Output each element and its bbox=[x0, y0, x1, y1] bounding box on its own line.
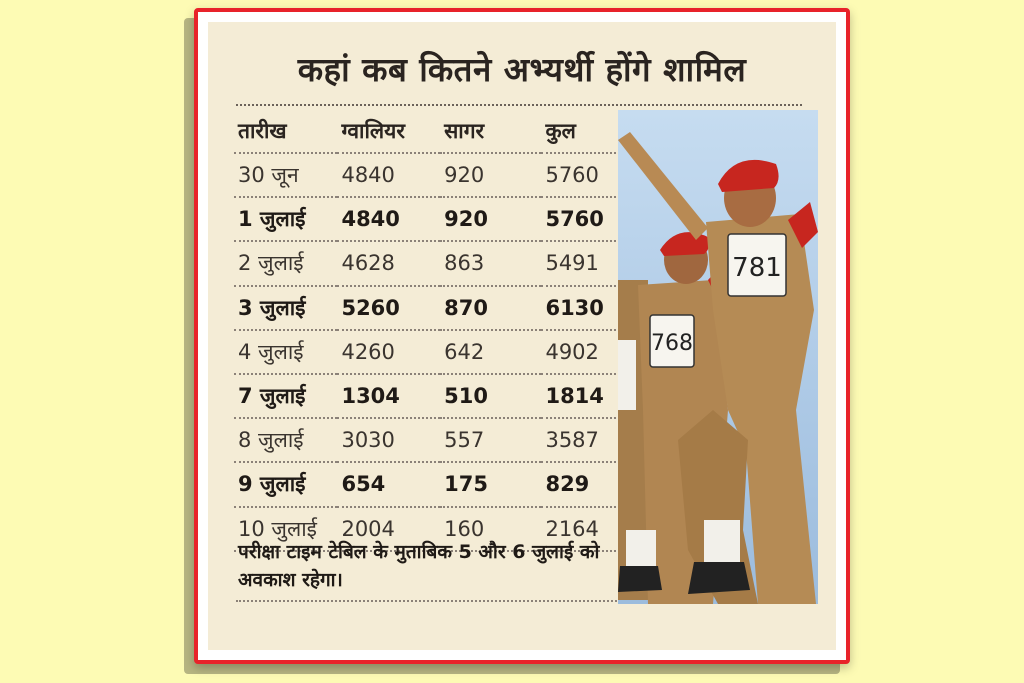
cell-gwalior: 2004 bbox=[337, 507, 440, 551]
table-row bbox=[234, 241, 624, 285]
cell-date: 1 जुलाई bbox=[234, 197, 337, 241]
cell-total: 829 bbox=[541, 462, 624, 506]
cell-date: 30 जून bbox=[234, 153, 337, 197]
cell-gwalior: 4260 bbox=[337, 330, 440, 374]
table-row bbox=[234, 286, 624, 330]
cell-date: 10 जुलाई bbox=[234, 507, 337, 551]
cell-date: 3 जुलाई bbox=[234, 286, 337, 330]
cell-total: 2164 bbox=[541, 507, 624, 551]
holiday-note: परीक्षा टाइम टेबिल के मुताबिक 5 और 6 जुलाई को अवकाश रहेगा। bbox=[238, 541, 600, 591]
table-row bbox=[234, 462, 624, 506]
table-row bbox=[234, 153, 624, 197]
cell-total: 5760 bbox=[541, 153, 624, 197]
cadets-marching-photo bbox=[618, 110, 818, 604]
cell-sagar: 557 bbox=[440, 418, 541, 462]
newspaper-clipping-frame bbox=[194, 8, 850, 664]
clipping-title: कहां कब कितने अभ्यर्थी होंगे शामिल bbox=[297, 50, 747, 89]
table-header-row bbox=[234, 110, 624, 153]
cell-gwalior: 4840 bbox=[337, 153, 440, 197]
header-sagar: सागर bbox=[440, 110, 541, 153]
cell-sagar: 642 bbox=[440, 330, 541, 374]
cell-total: 3587 bbox=[541, 418, 624, 462]
table-row bbox=[234, 197, 624, 241]
cell-date: 2 जुलाई bbox=[234, 241, 337, 285]
bib-number-front: 781 bbox=[732, 253, 782, 283]
cell-sagar: 920 bbox=[440, 153, 541, 197]
header-total: कुल bbox=[541, 110, 624, 153]
cell-sagar: 175 bbox=[440, 462, 541, 506]
table-row bbox=[234, 374, 624, 418]
cell-date: 7 जुलाई bbox=[234, 374, 337, 418]
candidates-table bbox=[234, 110, 624, 552]
cadets-illustration bbox=[618, 110, 818, 604]
cell-sagar: 870 bbox=[440, 286, 541, 330]
cell-gwalior: 1304 bbox=[337, 374, 440, 418]
cell-total: 5491 bbox=[541, 241, 624, 285]
cell-date: 4 जुलाई bbox=[234, 330, 337, 374]
header-date: तारीख bbox=[234, 110, 337, 153]
cell-sagar: 160 bbox=[440, 507, 541, 551]
table-row bbox=[234, 330, 624, 374]
cell-gwalior: 4628 bbox=[337, 241, 440, 285]
cell-total: 4902 bbox=[541, 330, 624, 374]
note-divider bbox=[236, 600, 620, 602]
cell-gwalior: 654 bbox=[337, 462, 440, 506]
cell-total: 1814 bbox=[541, 374, 624, 418]
cell-total: 5760 bbox=[541, 197, 624, 241]
header-gwalior: ग्वालियर bbox=[337, 110, 440, 153]
clipping-card bbox=[208, 22, 836, 650]
cell-total: 6130 bbox=[541, 286, 624, 330]
bib-number-back: 768 bbox=[651, 331, 693, 356]
cell-date: 8 जुलाई bbox=[234, 418, 337, 462]
cell-gwalior: 3030 bbox=[337, 418, 440, 462]
cell-gwalior: 5260 bbox=[337, 286, 440, 330]
cell-sagar: 920 bbox=[440, 197, 541, 241]
table-row bbox=[234, 418, 624, 462]
cell-sagar: 510 bbox=[440, 374, 541, 418]
cell-sagar: 863 bbox=[440, 241, 541, 285]
cell-gwalior: 4840 bbox=[337, 197, 440, 241]
title-divider bbox=[236, 104, 802, 106]
cell-date: 9 जुलाई bbox=[234, 462, 337, 506]
